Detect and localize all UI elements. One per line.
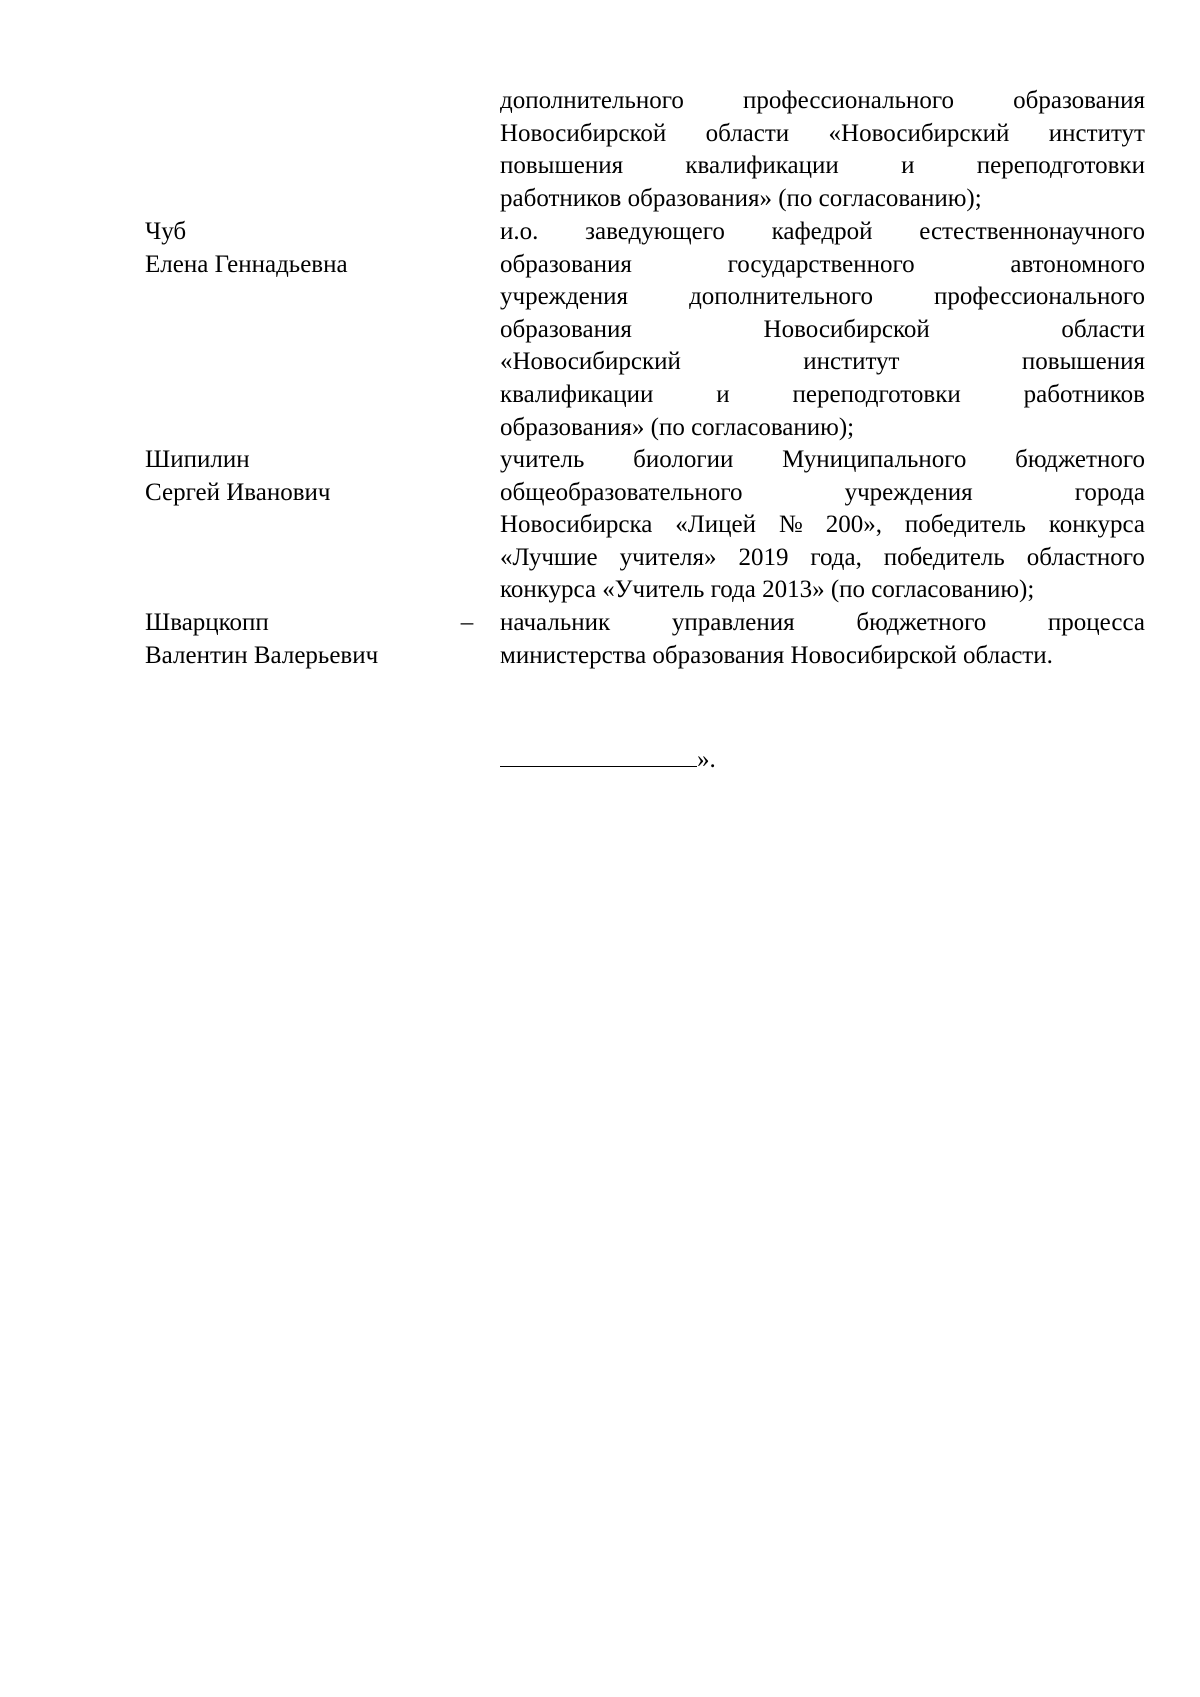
word: образования — [500, 315, 632, 343]
description-line — [500, 542, 1145, 575]
word: квалификации — [500, 380, 654, 408]
word: «Лучшие — [500, 543, 598, 571]
word: года, — [810, 543, 862, 571]
description-line: работников образования» (по согласованию); — [500, 184, 982, 212]
description-line — [500, 150, 1145, 183]
word: институт — [803, 348, 900, 376]
member-description — [500, 444, 1145, 607]
word: «Лицей — [675, 511, 756, 539]
description-line: конкурса «Учитель года 2013» (по согласованию); — [500, 576, 1035, 604]
word: кафедрой — [771, 218, 873, 245]
description-line — [500, 216, 1145, 249]
description-line — [500, 118, 1145, 151]
word: учреждения — [500, 283, 629, 311]
word: победитель — [883, 543, 1005, 571]
member-surname: Шипилин — [145, 446, 250, 473]
word: 2019 — [738, 543, 789, 571]
word: областного — [1026, 543, 1145, 571]
word: государственного — [727, 250, 915, 278]
description-line — [500, 249, 1145, 282]
description-line — [500, 607, 1145, 640]
description-line — [500, 314, 1145, 347]
word: дополнительного — [689, 283, 873, 311]
word: учитель — [500, 446, 585, 473]
word: управления — [671, 609, 795, 636]
word: № — [778, 511, 803, 539]
word: Муниципального — [782, 446, 967, 473]
word: учителя» — [619, 543, 717, 571]
word: переподготовки — [976, 152, 1145, 180]
description-line — [500, 444, 1145, 477]
word: конкурса — [1048, 511, 1145, 539]
name-dash: – — [460, 609, 474, 636]
member-description — [500, 607, 1145, 672]
word: повышения — [500, 152, 624, 180]
word: победитель — [904, 511, 1026, 539]
word: учреждения — [844, 478, 973, 506]
member-description — [500, 216, 1145, 444]
closing-quote: ». — [697, 746, 716, 773]
word: профессионального — [934, 283, 1145, 311]
closing-underline — [500, 742, 697, 767]
word: образования — [1013, 87, 1145, 114]
word: образования — [500, 250, 632, 278]
word: «Новосибирский — [828, 119, 1010, 147]
description-line — [500, 281, 1145, 314]
word: автономного — [1010, 250, 1145, 278]
word: работников — [1023, 380, 1145, 408]
description-line — [500, 346, 1145, 379]
member-name — [145, 444, 475, 509]
member-name — [145, 607, 475, 672]
description-line — [500, 85, 1145, 118]
word: биологии — [633, 446, 734, 473]
member-name — [145, 216, 475, 281]
word: дополнительного — [500, 87, 684, 114]
member-given-names: Сергей Иванович — [145, 478, 331, 506]
word: повышения — [1021, 348, 1145, 376]
word: квалификации — [685, 152, 839, 180]
word: бюджетного — [1015, 446, 1145, 473]
word: Новосибирска — [500, 511, 653, 539]
word: переподготовки — [792, 380, 961, 408]
word: области — [1061, 315, 1145, 343]
word: процесса — [1047, 609, 1145, 636]
word: города — [1074, 478, 1145, 506]
member-given-names: Елена Геннадьевна — [145, 250, 348, 278]
word: Новосибирской — [500, 119, 667, 147]
word: области — [705, 119, 790, 147]
description-line: образования» (по согласованию); — [500, 413, 855, 441]
member-surname: Чуб — [145, 218, 187, 245]
word: 200», — [825, 511, 882, 539]
word: общеобразовательного — [500, 478, 743, 506]
word: Новосибирской — [763, 315, 930, 343]
word: и.о. — [500, 218, 539, 245]
member-surname: Шварцкопп — [145, 609, 269, 636]
closing-mark — [500, 742, 716, 776]
word: профессионального — [743, 87, 954, 114]
word: заведующего — [585, 218, 725, 245]
word: и — [901, 152, 915, 180]
word: начальник — [500, 609, 611, 636]
member-description — [500, 85, 1145, 215]
word: институт — [1048, 119, 1145, 147]
word: естественнонаучного — [919, 218, 1145, 245]
description-line — [500, 379, 1145, 412]
word: и — [716, 380, 730, 408]
description-line — [500, 509, 1145, 542]
description-line — [500, 477, 1145, 510]
word: «Новосибирский — [500, 348, 681, 376]
description-line: министерства образования Новосибирской области. — [500, 641, 1053, 669]
word: бюджетного — [856, 609, 987, 636]
member-given-names: Валентин Валерьевич — [145, 641, 379, 669]
